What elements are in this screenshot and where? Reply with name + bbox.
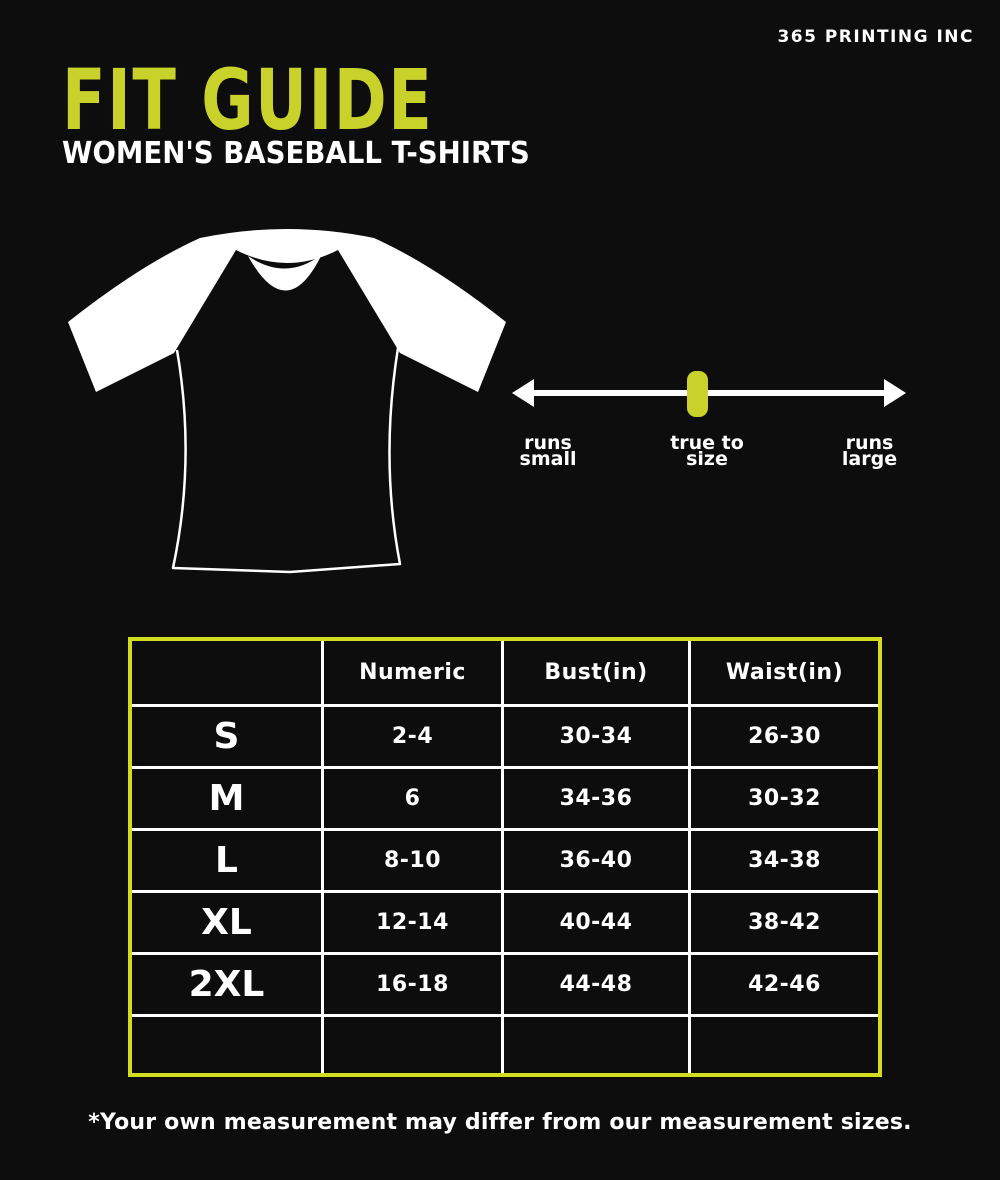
table-row-2xl: [132, 955, 878, 1017]
table-header-row: [132, 641, 878, 707]
bust-cell: 34-36: [504, 769, 691, 831]
numeric-cell: 12-14: [324, 893, 504, 955]
fit-scale-arrow: [505, 355, 915, 425]
bust-cell: 44-48: [504, 955, 691, 1017]
scale-label-line: small: [519, 448, 577, 470]
size-cell: L: [132, 831, 324, 893]
waist-cell: 38-42: [691, 893, 878, 955]
right-arrowhead-icon: [884, 379, 906, 407]
left-arrowhead-icon: [512, 379, 534, 407]
tshirt-body-outline: [173, 348, 400, 572]
scale-label-line: large: [841, 448, 898, 470]
scale-label-true-to-size: [652, 432, 762, 470]
scale-label-runs-small: [513, 432, 583, 470]
tshirt-sleeves: [68, 229, 506, 392]
size-cell: 2XL: [132, 955, 324, 1017]
waist-cell: 42-46: [691, 955, 878, 1017]
scale-line: [527, 390, 891, 396]
table-row-l: [132, 831, 878, 893]
size-table: [128, 637, 882, 1077]
page-title: FIT GUIDE: [62, 51, 434, 149]
empty-cell: [324, 1017, 504, 1073]
baseball-tshirt-illustration: [50, 220, 530, 600]
baseball-tshirt-icon: [50, 220, 530, 600]
header-numeric: Numeric: [324, 641, 504, 707]
waist-cell: 34-38: [691, 831, 878, 893]
scale-label-line: true to: [670, 432, 744, 454]
numeric-cell: 2-4: [324, 707, 504, 769]
true-to-size-marker: [687, 371, 708, 417]
size-table-container: [128, 637, 882, 1077]
numeric-cell: 16-18: [324, 955, 504, 1017]
empty-cell: [132, 1017, 324, 1073]
header-waist: Waist(in): [691, 641, 878, 707]
size-cell: XL: [132, 893, 324, 955]
table-empty-row: [132, 1017, 878, 1073]
table-row-xl: [132, 893, 878, 955]
scale-label-line: runs: [524, 432, 572, 454]
scale-label-line: size: [686, 448, 728, 470]
size-cell: S: [132, 707, 324, 769]
bust-cell: 40-44: [504, 893, 691, 955]
waist-cell: 30-32: [691, 769, 878, 831]
empty-cell: [691, 1017, 878, 1073]
numeric-cell: 6: [324, 769, 504, 831]
table-row-m: [132, 769, 878, 831]
page-subtitle: WOMEN'S BASEBALL T-SHIRTS: [62, 136, 530, 171]
brand-name: 365 PRINTING INC: [777, 27, 974, 47]
fit-scale: [505, 355, 915, 485]
header-size: [132, 641, 324, 707]
numeric-cell: 8-10: [324, 831, 504, 893]
scale-label-line: runs: [845, 432, 894, 454]
measurement-disclaimer: *Your own measurement may differ from our measurement sizes.: [88, 1110, 912, 1135]
scale-label-runs-large: [832, 432, 907, 470]
waist-cell: 26-30: [691, 707, 878, 769]
empty-cell: [504, 1017, 691, 1073]
header-bust: Bust(in): [504, 641, 691, 707]
bust-cell: 30-34: [504, 707, 691, 769]
table-row-s: [132, 707, 878, 769]
bust-cell: 36-40: [504, 831, 691, 893]
size-cell: M: [132, 769, 324, 831]
